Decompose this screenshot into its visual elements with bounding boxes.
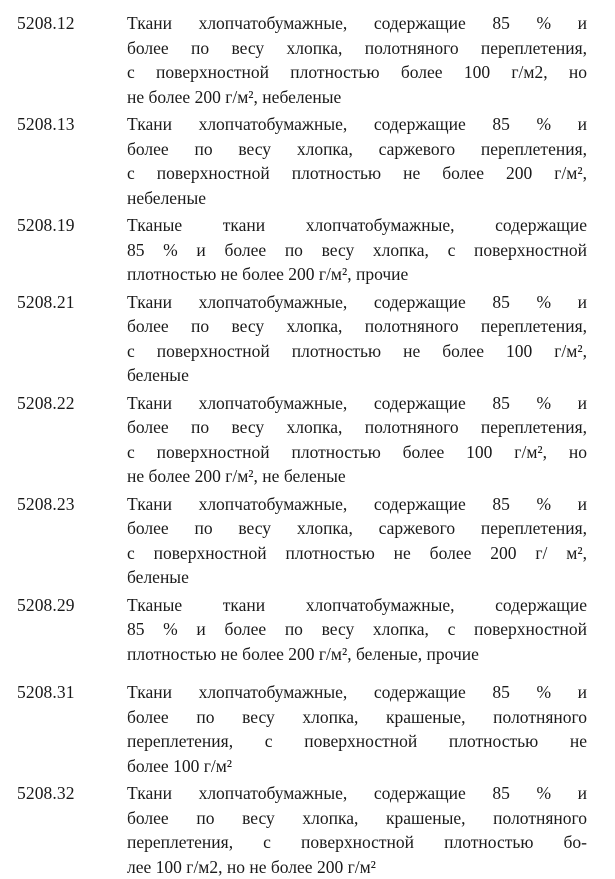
item-description (127, 112, 587, 210)
description-line: Ткани хлопчатобумажные, содержащие 85 % и (127, 781, 587, 806)
list-item (17, 391, 587, 489)
item-code: 5208.29 (17, 593, 127, 618)
list-item (17, 492, 587, 590)
item-code: 5208.21 (17, 290, 127, 315)
description-line: Ткани хлопчатобумажные, содержащие 85 % и (127, 680, 587, 705)
item-description (127, 213, 587, 287)
description-line: с поверхностной плотностью не более 100 г/м², (127, 339, 587, 364)
description-line: более по весу хлопка, полотняного переплетения, (127, 36, 587, 61)
description-line: с поверхностной плотностью более 100 г/м², но (127, 440, 587, 465)
description-line: небеленые (127, 186, 587, 211)
description-line: лее 100 г/м2, но не более 200 г/м² (127, 855, 587, 879)
list-item (17, 11, 587, 109)
item-code: 5208.12 (17, 11, 127, 36)
description-line: с поверхностной плотностью не более 200 г/м², (127, 161, 587, 186)
list-item (17, 593, 587, 667)
description-line: 85 % и более по весу хлопка, с поверхностной (127, 238, 587, 263)
list-item (17, 680, 587, 778)
description-line: Ткани хлопчатобумажные, содержащие 85 % и (127, 290, 587, 315)
description-line: не более 200 г/м², не беленые (127, 464, 587, 489)
description-line: более по весу хлопка, полотняного переплетения, (127, 415, 587, 440)
description-line: 85 % и более по весу хлопка, с поверхностной (127, 617, 587, 642)
description-line: Ткани хлопчатобумажные, содержащие 85 % и (127, 492, 587, 517)
description-line: переплетения, с поверхностной плотностью не (127, 729, 587, 754)
tariff-code-list (17, 11, 587, 879)
item-description (127, 290, 587, 388)
item-description (127, 11, 587, 109)
description-line: плотностью не более 200 г/м², беленые, прочие (127, 642, 587, 667)
list-item (17, 290, 587, 388)
description-line: более по весу хлопка, крашеные, полотняного (127, 705, 587, 730)
item-description (127, 593, 587, 667)
description-line: с поверхностной плотностью более 100 г/м2, но (127, 60, 587, 85)
description-line: не более 200 г/м², небеленые (127, 85, 587, 110)
list-item (17, 213, 587, 287)
item-description (127, 391, 587, 489)
description-line: Тканые ткани хлопчатобумажные, содержащие (127, 593, 587, 618)
item-code: 5208.13 (17, 112, 127, 137)
list-item (17, 781, 587, 879)
description-line: Ткани хлопчатобумажные, содержащие 85 % и (127, 112, 587, 137)
description-line: более по весу хлопка, полотняного переплетения, (127, 314, 587, 339)
item-code: 5208.19 (17, 213, 127, 238)
item-description (127, 680, 587, 778)
description-line: переплетения, с поверхностной плотностью бо- (127, 830, 587, 855)
item-code: 5208.23 (17, 492, 127, 517)
description-line: Ткани хлопчатобумажные, содержащие 85 % и (127, 11, 587, 36)
item-description (127, 492, 587, 590)
item-code: 5208.22 (17, 391, 127, 416)
description-line: более 100 г/м² (127, 754, 587, 779)
description-line: с поверхностной плотностью не более 200 г/ м², (127, 541, 587, 566)
description-line: Ткани хлопчатобумажные, содержащие 85 % и (127, 391, 587, 416)
list-item (17, 112, 587, 210)
description-line: беленые (127, 363, 587, 388)
item-code: 5208.31 (17, 680, 127, 705)
description-line: Тканые ткани хлопчатобумажные, содержащие (127, 213, 587, 238)
description-line: плотностью не более 200 г/м², прочие (127, 262, 587, 287)
item-code: 5208.32 (17, 781, 127, 806)
description-line: более по весу хлопка, крашеные, полотняного (127, 806, 587, 831)
item-description (127, 781, 587, 879)
description-line: более по весу хлопка, саржевого переплетения, (127, 137, 587, 162)
description-line: более по весу хлопка, саржевого переплетения, (127, 516, 587, 541)
description-line: беленые (127, 565, 587, 590)
